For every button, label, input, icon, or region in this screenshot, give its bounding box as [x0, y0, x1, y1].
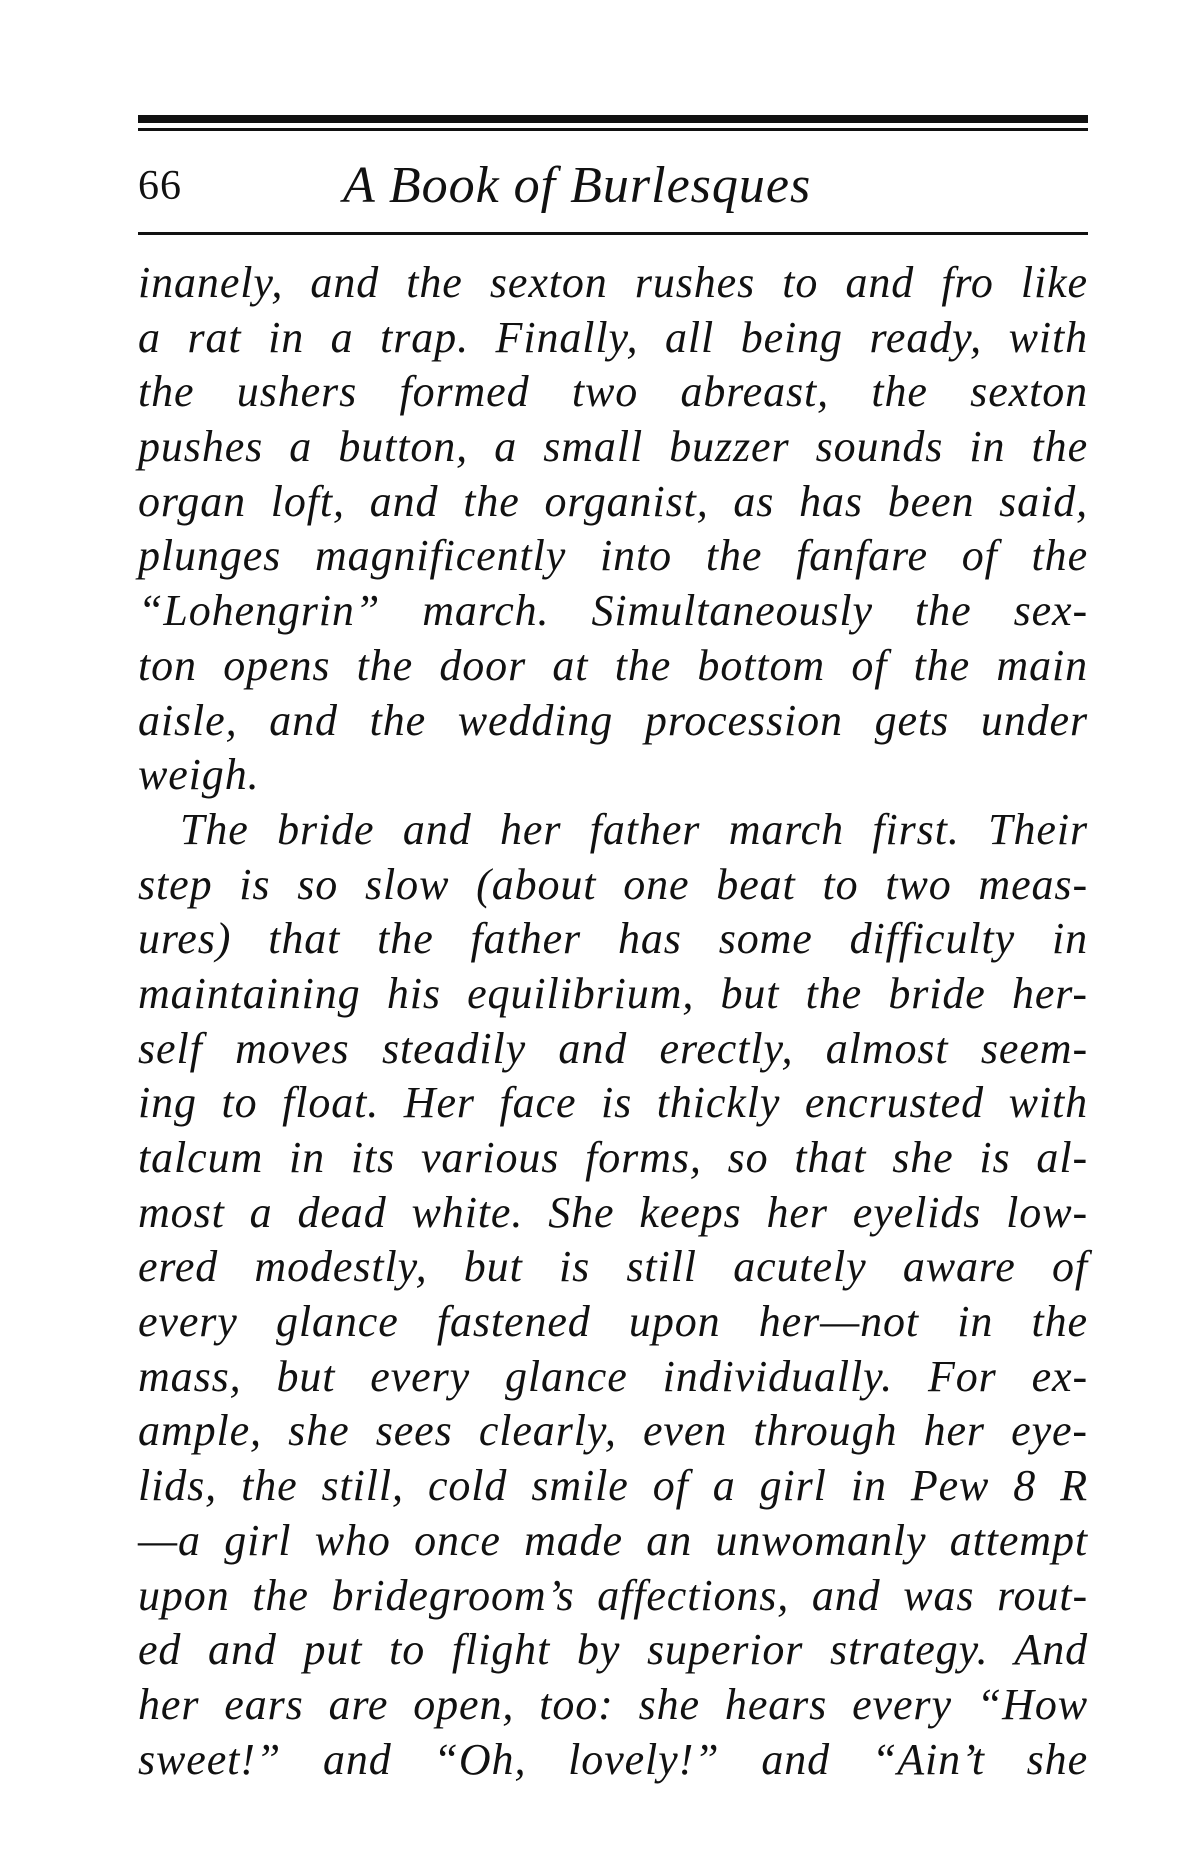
running-header — [138, 150, 1088, 222]
text-line: ed and put to flight by superior strategy. And — [138, 1625, 1088, 1675]
text-line: talcum in its various forms, so that she is al- — [138, 1133, 1088, 1182]
text-line: ered modestly, but is still acutely aware of — [138, 1242, 1088, 1292]
text-line: The bride and her father march first. Their — [180, 804, 1088, 854]
header-double-rule-bottom — [138, 128, 1088, 131]
text-line: a rat in a trap. Finally, all being ready, with — [138, 312, 1088, 362]
text-line: mass, but every glance individually. For ex- — [138, 1351, 1088, 1401]
text-line: sweet!” and “Oh, lovely!” and “Ain’t she — [138, 1734, 1088, 1784]
page-number: 66 — [138, 163, 182, 209]
body-text — [138, 256, 1088, 1787]
text-line: “Lohengrin” march. Simultaneously the sex- — [138, 586, 1088, 636]
text-line: step is so slow (about one beat to two meas- — [138, 859, 1088, 909]
text-line: aisle, and the wedding procession gets under — [138, 695, 1088, 745]
running-title: A Book of Burlesques — [343, 157, 812, 214]
text-line: every glance fastened upon her—not in the — [138, 1297, 1088, 1347]
text-line: the ushers formed two abreast, the sexton — [138, 367, 1088, 417]
text-line: weigh. — [138, 750, 260, 800]
text-line: ample, she sees clearly, even through her eye- — [138, 1406, 1088, 1456]
text-line: —a girl who once made an unwomanly attempt — [138, 1515, 1088, 1565]
text-line: her ears are open, too: she hears every “How — [138, 1679, 1088, 1729]
text-line: most a dead white. She keeps her eyelids low- — [138, 1187, 1088, 1237]
header-double-rule-top — [138, 115, 1088, 123]
text-line: self moves steadily and erectly, almost seem- — [138, 1023, 1088, 1073]
text-line: inanely, and the sexton rushes to and fro like — [138, 258, 1088, 307]
header-underline-rule — [138, 232, 1088, 235]
text-line: maintaining his equilibrium, but the bride her- — [138, 968, 1088, 1018]
text-line: upon the bridegroom’s affections, and was rout- — [138, 1570, 1088, 1620]
text-line: ures) that the father has some difficulty in — [138, 914, 1088, 964]
text-line: ing to float. Her face is thickly encrusted with — [138, 1078, 1088, 1128]
text-line: plunges magnificently into the fanfare of the — [138, 531, 1088, 581]
text-line: ton opens the door at the bottom of the main — [138, 640, 1088, 690]
text-line: lids, the still, cold smile of a girl in Pew 8 R — [138, 1461, 1088, 1511]
text-line: pushes a button, a small buzzer sounds in the — [138, 422, 1088, 472]
text-line: organ loft, and the organist, as has been said, — [138, 476, 1088, 526]
